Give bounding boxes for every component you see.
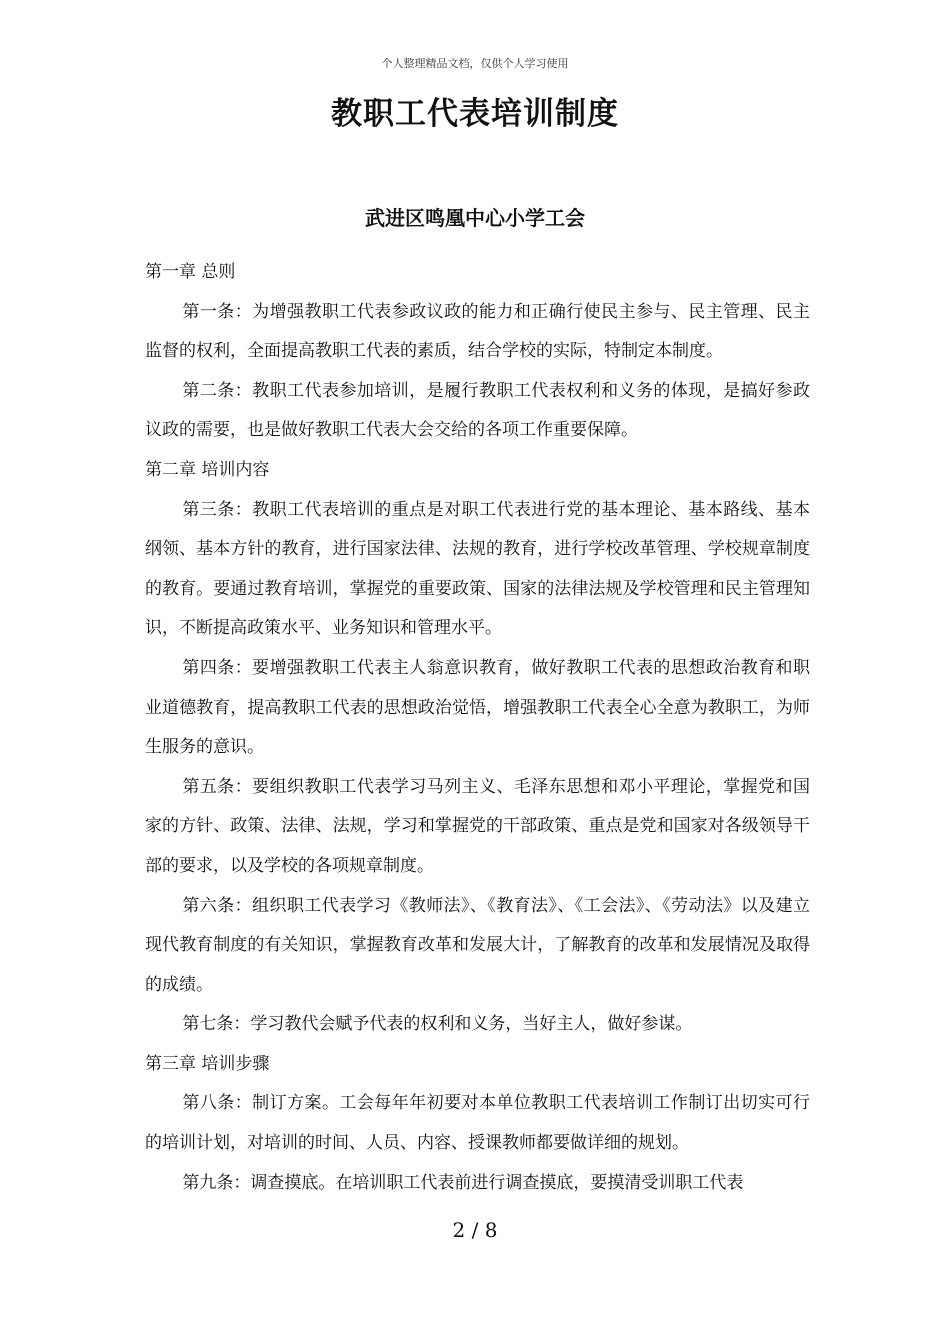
- article-3: 第三条：教职工代表培训的重点是对职工代表进行党的基本理论、基本路线、基本纲领、基本方针的教育，进行国家法律、法规的教育，进行学校改革管理、学校规章制度的教育。要通过教育培训，掌握党的重要政策、国家的法律法规及学校管理和民主管理知识，不断提高政策水平、业务知识和管理水平。: [145, 499, 810, 639]
- page-number: 2 / 8: [452, 1218, 498, 1242]
- document-subtitle: 武进区鸣凰中心小学工会: [365, 206, 585, 230]
- article-2: 第二条：教职工代表参加培训，是履行教职工代表权利和义务的体现，是搞好参政议政的需要，也是做好教职工代表大会交给的各项工作重要保障。: [145, 380, 810, 441]
- article-5: 第五条：要组织教职工代表学习马列主义、毛泽东思想和邓小平理论，掌握党和国家的方针、政策、法律、法规，学习和掌握党的干部政策、重点是党和国家对各级领导干部的要求，以及学校的各项规章制度。: [145, 776, 810, 876]
- article-4: 第四条：要增强教职工代表主人翁意识教育，做好教职工代表的思想政治教育和职业道德教育，提高教职工代表的思想政治觉悟，增强教职工代表全心全意为教职工，为师生服务的意识。: [145, 657, 810, 758]
- chapter-heading-2: 第二章 培训内容: [145, 459, 270, 480]
- header-note: 个人整理精品文档，仅供个人学习使用: [381, 57, 569, 70]
- document-title: 教职工代表培训制度: [331, 96, 619, 132]
- article-7: 第七条：学习教代会赋予代表的权利和义务，当好主人，做好参谋。: [182, 1014, 693, 1035]
- chapter-heading-1: 第一章 总则: [145, 262, 236, 282]
- chapter-heading-3: 第三章 培训步骤: [145, 1053, 270, 1074]
- article-9: 第九条：调查摸底。在培训职工代表前进行调查摸底，要摸清受训职工代表: [182, 1172, 744, 1193]
- document-body: [145, 253, 810, 1203]
- article-6: 第六条：组织职工代表学习《教师法》、《教育法》、《工会法》、《劳动法》以及建立现代教育制度的有关知识，掌握教育改革和发展大计，了解教育的改革和发展情况及取得的成绩。: [145, 895, 810, 995]
- article-1: 第一条：为增强教职工代表参政议政的能力和正确行使民主参与、民主管理、民主监督的权利，全面提高教职工代表的素质，结合学校的实际，特制定本制度。: [145, 301, 810, 362]
- article-8: 第八条：制订方案。工会每年年初要对本单位教职工代表培训工作制订出切实可行的培训计划，对培训的时间、人员、内容、授课教师都要做详细的规划。: [145, 1093, 810, 1154]
